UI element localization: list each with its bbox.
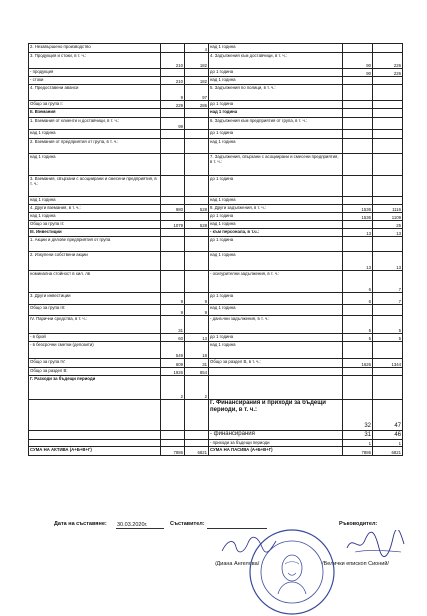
liability-label: Общо за раздел В, в т. ч.: xyxy=(209,359,343,368)
balance-sheet-body xyxy=(29,44,403,456)
asset-label: номинална стойност в хил. лв xyxy=(29,271,161,293)
liability-prior-value: 1116 xyxy=(373,205,403,213)
asset-prior-value xyxy=(185,130,209,139)
liability-prior-value xyxy=(373,197,403,205)
liability-current-value: 32 xyxy=(343,400,373,431)
date-label: Дата на съставяне: xyxy=(54,521,107,527)
liability-current-value xyxy=(343,139,373,154)
asset-prior-value xyxy=(185,139,209,154)
asset-current-value: 980 xyxy=(161,205,185,213)
asset-prior-value xyxy=(185,229,209,237)
asset-prior-value: 6821 xyxy=(185,447,209,456)
balance-row xyxy=(29,237,403,252)
asset-label: - в безсрочни сметки (депозити) xyxy=(29,342,161,359)
balance-row xyxy=(29,229,403,237)
liability-current-value: 1536 xyxy=(343,205,373,213)
liability-prior-value xyxy=(373,368,403,376)
liability-current-value xyxy=(343,85,373,101)
manager-label: Ръководител: xyxy=(339,521,378,527)
asset-current-value: 1926 xyxy=(161,368,185,376)
balance-row xyxy=(29,69,403,77)
liability-label: над 1 година xyxy=(209,77,343,85)
asset-current-value xyxy=(161,400,185,431)
asset-label: 2. Изкупени собствени акции xyxy=(29,252,161,271)
liability-label: - към персонала, в т.ч.: xyxy=(209,229,343,237)
liability-prior-value: 226 xyxy=(373,53,403,69)
liability-prior-value xyxy=(373,154,403,176)
compiler-name: /Диана Ангелова/ xyxy=(215,561,260,567)
balance-row xyxy=(29,305,403,316)
asset-label: над 1 година xyxy=(29,154,161,176)
asset-prior-value xyxy=(185,109,209,118)
asset-current-value: 229 xyxy=(161,101,185,109)
asset-label: 3. Вземания, свързани с асоциирани и смесени предприятия, в т. ч.: xyxy=(29,176,161,197)
asset-prior-value: 9 xyxy=(185,293,209,305)
date-underline xyxy=(116,528,164,529)
liability-label: до 1 година xyxy=(209,293,343,305)
liability-current-value xyxy=(343,368,373,376)
balance-row xyxy=(29,197,403,205)
asset-current-value xyxy=(161,109,185,118)
asset-prior-value xyxy=(185,213,209,221)
asset-current-value: 549 xyxy=(161,342,185,359)
balance-row xyxy=(29,118,403,130)
liability-current-value xyxy=(343,342,373,359)
liability-label: 8. Други задължения, в т. ч.: xyxy=(209,205,343,213)
asset-current-value: 210 xyxy=(161,77,185,85)
liability-label: до 1 година xyxy=(209,213,343,221)
liability-label: СУМА НА ПАСИВА (А+Б+В+Г) xyxy=(209,447,343,456)
balance-row xyxy=(29,293,403,305)
monastery-seal xyxy=(248,528,336,616)
asset-prior-value xyxy=(185,118,209,130)
asset-current-value xyxy=(161,139,185,154)
asset-prior-value: 182 xyxy=(185,77,209,85)
liability-label: 7. Задължения, свързани с асоциирани и смесени предприятия, в т. ч.: xyxy=(209,154,343,176)
balance-row xyxy=(29,101,403,109)
asset-label: Общо за група I: xyxy=(29,101,161,109)
asset-label: 4. Предоставени аванси xyxy=(29,85,161,101)
asset-label: - в брой xyxy=(29,334,161,342)
asset-label: 2. Незавършено производство xyxy=(29,44,161,53)
liability-label: до 1 година xyxy=(209,334,343,342)
liability-label: над 1 година xyxy=(209,342,343,359)
liability-prior-value: 1 xyxy=(373,440,403,447)
balance-row xyxy=(29,130,403,139)
balance-row xyxy=(29,368,403,376)
liability-prior-value xyxy=(373,118,403,130)
asset-label xyxy=(29,440,161,447)
liability-label: до 1 година xyxy=(209,101,343,109)
asset-prior-value: 18 xyxy=(185,342,209,359)
asset-current-value xyxy=(161,130,185,139)
asset-current-value xyxy=(161,229,185,237)
liability-current-value xyxy=(343,130,373,139)
asset-current-value xyxy=(161,154,185,176)
compiler-label: Съставител: xyxy=(170,521,205,527)
liability-prior-value xyxy=(373,109,403,118)
liability-current-value xyxy=(343,77,373,85)
liability-prior-value: 46 xyxy=(373,431,403,440)
balance-row xyxy=(29,154,403,176)
asset-current-value: 210 xyxy=(161,53,185,69)
asset-prior-value: 182 xyxy=(185,53,209,69)
asset-current-value xyxy=(161,440,185,447)
liability-prior-value: 47 xyxy=(373,400,403,431)
manager-name: /Велички епископ Сионий/ xyxy=(322,561,389,567)
liability-label xyxy=(209,368,343,376)
balance-row xyxy=(29,400,403,431)
liability-prior-value: 6821 xyxy=(373,447,403,456)
asset-current-value: 99 xyxy=(161,118,185,130)
asset-prior-value: 97 xyxy=(185,85,209,101)
asset-prior-value: 286 xyxy=(185,101,209,109)
liability-current-value xyxy=(343,176,373,197)
balance-row xyxy=(29,431,403,440)
balance-sheet-table xyxy=(28,43,403,456)
balance-row xyxy=(29,252,403,271)
liability-current-value: 1536 xyxy=(343,213,373,221)
liability-prior-value xyxy=(373,101,403,109)
balance-row xyxy=(29,44,403,53)
asset-label: 3. Други инвестиции xyxy=(29,293,161,305)
liability-label: 4. Задължения към доставчици, в т. ч.: xyxy=(209,53,343,69)
asset-prior-value xyxy=(185,252,209,271)
asset-current-value xyxy=(161,44,185,53)
asset-label xyxy=(29,431,161,440)
asset-label: III. Инвестиции xyxy=(29,229,161,237)
liability-label: над 1 година xyxy=(209,44,343,53)
asset-label xyxy=(29,400,161,431)
asset-label: над 1 година xyxy=(29,130,161,139)
balance-row xyxy=(29,77,403,85)
asset-current-value: 1079 xyxy=(161,221,185,229)
asset-current-value xyxy=(161,271,185,293)
liability-current-value: 6 xyxy=(343,271,373,293)
asset-prior-value xyxy=(185,69,209,77)
liability-prior-value: 1109 xyxy=(373,213,403,221)
asset-current-value: 31 xyxy=(161,316,185,334)
asset-label: 2. Вземания от предприятия от група, в т. ч.: xyxy=(29,139,161,154)
liability-prior-value: 5 xyxy=(373,334,403,342)
balance-row xyxy=(29,176,403,197)
asset-label: Общо за раздел В: xyxy=(29,368,161,376)
balance-row xyxy=(29,139,403,154)
asset-prior-value: 9 xyxy=(185,305,209,316)
asset-label: IV. Парични средства, в т. ч.: xyxy=(29,316,161,334)
liability-label xyxy=(209,376,343,400)
liability-prior-value xyxy=(373,237,403,252)
asset-prior-value xyxy=(185,176,209,197)
asset-prior-value: 528 xyxy=(185,221,209,229)
liability-label: над 1 година xyxy=(209,109,343,118)
liability-current-value: 13 xyxy=(343,252,373,271)
balance-row xyxy=(29,316,403,334)
liability-label: до 1 година xyxy=(209,130,343,139)
liability-prior-value xyxy=(373,44,403,53)
liability-prior-value xyxy=(373,376,403,400)
liability-current-value xyxy=(343,221,373,229)
liability-label: над 1 година xyxy=(209,139,343,154)
balance-row xyxy=(29,440,403,447)
asset-prior-value xyxy=(185,237,209,252)
asset-current-value: 2 xyxy=(161,376,185,400)
liability-prior-value xyxy=(373,139,403,154)
liability-prior-value xyxy=(373,77,403,85)
balance-row xyxy=(29,359,403,368)
asset-prior-value xyxy=(185,154,209,176)
liability-prior-value: 7 xyxy=(373,271,403,293)
asset-label: - продукция xyxy=(29,69,161,77)
liability-current-value xyxy=(343,376,373,400)
liability-current-value xyxy=(343,109,373,118)
balance-row xyxy=(29,271,403,293)
asset-label: Г. Разходи за бъдещи периоди xyxy=(29,376,161,400)
asset-current-value xyxy=(161,197,185,205)
asset-label: II. Вземания xyxy=(29,109,161,118)
asset-label: 3. Продукция и стоки, в т. ч.: xyxy=(29,53,161,69)
liability-prior-value: 13 xyxy=(373,252,403,271)
liability-label: над 1 година xyxy=(209,197,343,205)
liability-current-value: 7886 xyxy=(343,447,373,456)
balance-row xyxy=(29,53,403,69)
asset-prior-value: 2 xyxy=(185,376,209,400)
balance-row xyxy=(29,334,403,342)
asset-current-value xyxy=(161,213,185,221)
asset-current-value: 7886 xyxy=(161,447,185,456)
asset-label: над 1 година xyxy=(29,213,161,221)
asset-prior-value xyxy=(185,197,209,205)
balance-row xyxy=(29,85,403,101)
liability-label: - данъчни задължения, в т. ч.: xyxy=(209,316,343,334)
liability-current-value: 1 xyxy=(343,440,373,447)
asset-label: Общо за група II: xyxy=(29,221,161,229)
asset-current-value: 609 xyxy=(161,359,185,368)
liability-current-value xyxy=(343,237,373,252)
asset-current-value xyxy=(161,431,185,440)
asset-prior-value xyxy=(185,431,209,440)
asset-label: Общо за група III: xyxy=(29,305,161,316)
asset-prior-value xyxy=(185,271,209,293)
liability-current-value: 90 xyxy=(343,53,373,69)
balance-row xyxy=(29,376,403,400)
asset-label: Общо за група IV: xyxy=(29,359,161,368)
manager-signature xyxy=(345,530,405,558)
asset-prior-value: 854 xyxy=(185,368,209,376)
liability-prior-value: 7 xyxy=(373,293,403,305)
asset-prior-value: 31 xyxy=(185,359,209,368)
liability-prior-value: 1344 xyxy=(373,359,403,368)
asset-current-value xyxy=(161,237,185,252)
asset-prior-value xyxy=(185,440,209,447)
liability-current-value: 6 xyxy=(343,293,373,305)
balance-row xyxy=(29,213,403,221)
liability-current-value xyxy=(343,197,373,205)
liability-prior-value xyxy=(373,176,403,197)
asset-label: 4. Други вземания, в т. ч.: xyxy=(29,205,161,213)
balance-row xyxy=(29,447,403,456)
liability-label: до 1 година xyxy=(209,237,343,252)
asset-current-value xyxy=(161,252,185,271)
date-value: 30.03.2020г. xyxy=(117,522,148,528)
balance-row xyxy=(29,342,403,359)
asset-current-value: 60 xyxy=(161,334,185,342)
liability-label: - осигурителни задължения, в т. ч.: xyxy=(209,271,343,293)
liability-prior-value xyxy=(373,85,403,101)
liability-label: - приходи за бъдещи периоди xyxy=(209,440,343,447)
liability-label: над 1 година xyxy=(209,305,343,316)
liability-prior-value: 13 xyxy=(373,229,403,237)
liability-label: до 1 година xyxy=(209,69,343,77)
liability-prior-value xyxy=(373,305,403,316)
asset-label: над 1 година xyxy=(29,197,161,205)
asset-prior-value: 528 xyxy=(185,205,209,213)
asset-current-value: 9 xyxy=(161,293,185,305)
balance-row xyxy=(29,205,403,213)
asset-prior-value: 4 xyxy=(185,44,209,53)
liability-current-value: 13 xyxy=(343,229,373,237)
asset-current-value xyxy=(161,176,185,197)
liability-current-value: 90 xyxy=(343,69,373,77)
balance-row xyxy=(29,109,403,118)
asset-prior-value xyxy=(185,316,209,334)
liability-prior-value: 226 xyxy=(373,69,403,77)
liability-label: Г. Финансирания и приходи за бъдещи периоди, в т. ч.: xyxy=(209,400,343,431)
asset-prior-value xyxy=(185,400,209,431)
liability-current-value: 5 xyxy=(343,316,373,334)
asset-current-value: 9 xyxy=(161,305,185,316)
liability-label: над 1 година xyxy=(209,252,343,271)
asset-label: СУМА НА АКТИВА (А+Б+В+Г) xyxy=(29,447,161,456)
liability-current-value xyxy=(343,118,373,130)
liability-prior-value xyxy=(373,130,403,139)
liability-label: над 1 година xyxy=(209,221,343,229)
balance-row xyxy=(29,221,403,229)
liability-current-value xyxy=(343,44,373,53)
liability-label: 5. Задължения по полици, в т. ч.: xyxy=(209,85,343,101)
liability-label: 6. Задължения към предприятия от група, в т. ч.: xyxy=(209,118,343,130)
liability-current-value: 5 xyxy=(343,334,373,342)
liability-current-value xyxy=(343,154,373,176)
liability-prior-value: 5 xyxy=(373,316,403,334)
asset-label: - стоки xyxy=(29,77,161,85)
liability-label: - финансирания xyxy=(209,431,343,440)
liability-prior-value xyxy=(373,342,403,359)
asset-label: 1. Вземания от клиенти и доставчици, в т. ч.: xyxy=(29,118,161,130)
asset-prior-value: 13 xyxy=(185,334,209,342)
liability-current-value xyxy=(343,305,373,316)
liability-label: до 1 година xyxy=(209,176,343,197)
liability-current-value xyxy=(343,101,373,109)
liability-current-value: 31 xyxy=(343,431,373,440)
asset-current-value: 9 xyxy=(161,85,185,101)
asset-current-value xyxy=(161,69,185,77)
asset-label: 1. Акции и дялове предприятия от група xyxy=(29,237,161,252)
liability-prior-value: 25 xyxy=(373,221,403,229)
liability-current-value: 1626 xyxy=(343,359,373,368)
